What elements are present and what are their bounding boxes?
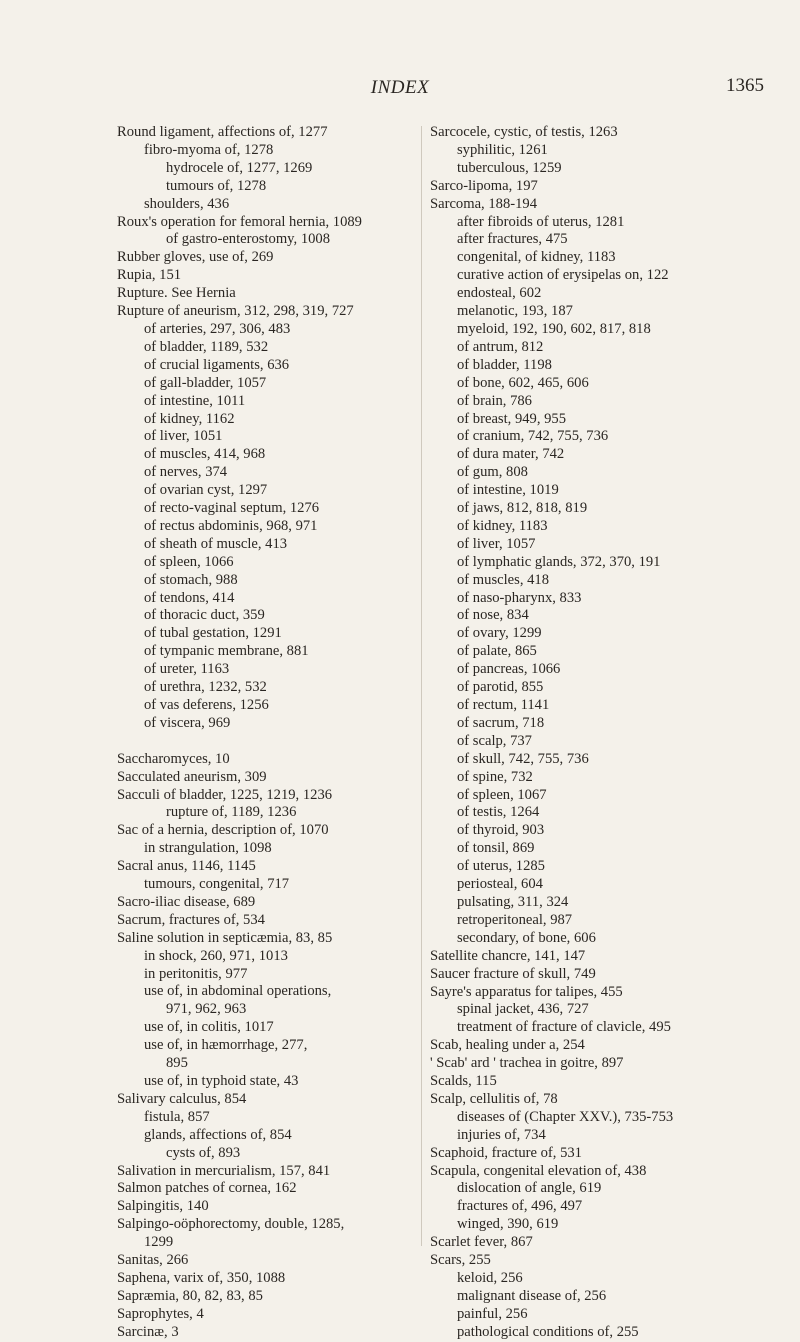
index-entry: Sacro-iliac disease, 689 bbox=[117, 893, 256, 910]
index-subentry: of sacrum, 718 bbox=[457, 714, 545, 731]
index-subentry: of ovarian cyst, 1297 bbox=[144, 482, 268, 499]
index-subentry: of bone, 602, 465, 606 bbox=[457, 374, 589, 391]
page-number: 1365 bbox=[726, 75, 764, 96]
index-subentry: of recto-vaginal septum, 1276 bbox=[144, 500, 320, 517]
index-subentry: of gum, 808 bbox=[457, 464, 528, 481]
index-subentry: use of, in colitis, 1017 bbox=[144, 1019, 274, 1036]
index-subentry: of crucial ligaments, 636 bbox=[144, 356, 290, 373]
index-subentry: of liver, 1057 bbox=[457, 535, 536, 552]
index-subentry: of scalp, 737 bbox=[457, 732, 532, 749]
index-subentry: glands, affections of, 854 bbox=[144, 1126, 292, 1143]
index-entry: Saucer fracture of skull, 749 bbox=[430, 965, 596, 982]
index-subentry: of skull, 742, 755, 736 bbox=[457, 750, 589, 767]
index-subentry: of lymphatic glands, 372, 370, 191 bbox=[457, 553, 661, 570]
index-subentry: in peritonitis, 977 bbox=[144, 965, 248, 982]
index-entry: Round ligament, affections of, 1277 bbox=[117, 124, 328, 140]
index-subentry: 1299 bbox=[144, 1234, 174, 1251]
index-subentry: myeloid, 192, 190, 602, 817, 818 bbox=[457, 320, 651, 337]
index-subentry: of dura mater, 742 bbox=[457, 446, 565, 463]
index-subentry: of bladder, 1198 bbox=[457, 356, 552, 373]
index-subentry: fractures of, 496, 497 bbox=[457, 1198, 583, 1215]
index-column-right bbox=[430, 124, 770, 1342]
index-subentry: congenital, of kidney, 1183 bbox=[457, 249, 616, 266]
index-subentry: of stomach, 988 bbox=[144, 571, 238, 588]
index-entry: Sarcinæ, 3 bbox=[117, 1323, 179, 1340]
index-subentry: after fractures, 475 bbox=[457, 231, 568, 248]
index-entry: Scalds, 115 bbox=[430, 1073, 497, 1090]
index-entry: Rupia, 151 bbox=[117, 267, 182, 284]
index-subentry: of tubal gestation, 1291 bbox=[144, 625, 282, 642]
index-subentry: of nose, 834 bbox=[457, 607, 529, 624]
index-entry: Rupture of aneurism, 312, 298, 319, 727 bbox=[117, 303, 354, 320]
index-subentry: injuries of, 734 bbox=[457, 1126, 546, 1143]
index-entry: Salivary calculus, 854 bbox=[117, 1090, 247, 1107]
index-subentry: of kidney, 1162 bbox=[144, 410, 235, 427]
index-subentry: shoulders, 436 bbox=[144, 195, 230, 212]
index-entry: Sac of a hernia, description of, 1070 bbox=[117, 822, 329, 839]
index-subentry: malignant disease of, 256 bbox=[457, 1287, 607, 1304]
index-entry: Scalp, cellulitis of, 78 bbox=[430, 1090, 558, 1107]
index-subentry: of muscles, 414, 968 bbox=[144, 446, 266, 463]
index-entry: Scarlet fever, 867 bbox=[430, 1234, 533, 1251]
index-subentry: tuberculous, 1259 bbox=[457, 159, 562, 176]
index-entry: Scapula, congenital elevation of, 438 bbox=[430, 1162, 647, 1179]
index-entry: Salivation in mercurialism, 157, 841 bbox=[117, 1162, 331, 1179]
index-entry: Sacculi of bladder, 1225, 1219, 1236 bbox=[117, 786, 333, 803]
index-subentry: of spleen, 1066 bbox=[144, 553, 234, 570]
index-subentry: of breast, 949, 955 bbox=[457, 410, 567, 427]
index-subentry: use of, in abdominal operations, bbox=[144, 983, 332, 1000]
index-subentry: of jaws, 812, 818, 819 bbox=[457, 500, 588, 517]
section-gap bbox=[117, 733, 417, 751]
index-subentry: of rectum, 1141 bbox=[457, 697, 550, 713]
index-entry: Saccharomyces, 10 bbox=[117, 750, 230, 767]
index-subentry: curative action of erysipelas on, 122 bbox=[457, 267, 669, 284]
index-subentry: of parotid, 855 bbox=[457, 679, 544, 696]
index-entry: Sarco-lipoma, 197 bbox=[430, 177, 538, 194]
index-subentry: fibro-myoma of, 1278 bbox=[144, 141, 274, 158]
index-entry: Salpingo-oöphorectomy, double, 1285, bbox=[117, 1216, 345, 1233]
index-subentry: of testis, 1264 bbox=[457, 804, 540, 821]
index-entry: Sacrum, fractures of, 534 bbox=[117, 911, 265, 928]
index-subentry: of ovary, 1299 bbox=[457, 625, 542, 642]
index-subentry: winged, 390, 619 bbox=[457, 1216, 559, 1233]
index-subentry: dislocation of angle, 619 bbox=[457, 1180, 602, 1197]
index-subentry: of spleen, 1067 bbox=[457, 786, 547, 803]
index-subentry: of tonsil, 869 bbox=[457, 840, 535, 857]
index-subentry: in strangulation, 1098 bbox=[144, 840, 272, 857]
index-column-left bbox=[117, 124, 417, 1342]
index-subentry: of vas deferens, 1256 bbox=[144, 697, 269, 713]
index-entry: Sarcoma, 188-194 bbox=[430, 195, 537, 212]
index-subentry: of rectus abdominis, 968, 971 bbox=[144, 517, 318, 534]
index-subentry: of urethra, 1232, 532 bbox=[144, 679, 267, 696]
index-subentry: of ureter, 1163 bbox=[144, 661, 230, 678]
index-subentry: of viscera, 969 bbox=[144, 714, 231, 731]
index-subentry: of antrum, 812 bbox=[457, 338, 544, 355]
index-entry: Saline solution in septicæmia, 83, 85 bbox=[117, 929, 333, 946]
column-divider bbox=[421, 126, 422, 1246]
index-entry: Rubber gloves, use of, 269 bbox=[117, 249, 274, 266]
index-subentry: of thoracic duct, 359 bbox=[144, 607, 265, 624]
index-subentry: keloid, 256 bbox=[457, 1270, 523, 1286]
index-subentry: rupture of, 1189, 1236 bbox=[166, 804, 297, 821]
index-subentry: treatment of fracture of clavicle, 495 bbox=[457, 1019, 671, 1036]
index-subentry: after fibroids of uterus, 1281 bbox=[457, 213, 625, 230]
index-subentry: hydrocele of, 1277, 1269 bbox=[166, 159, 313, 176]
index-subentry: of kidney, 1183 bbox=[457, 517, 548, 534]
index-subentry: tumours, congenital, 717 bbox=[144, 876, 290, 893]
index-subentry: of spine, 732 bbox=[457, 768, 533, 785]
index-subentry: of arteries, 297, 306, 483 bbox=[144, 320, 291, 337]
index-subentry: periosteal, 604 bbox=[457, 876, 543, 893]
index-entry: Salmon patches of cornea, 162 bbox=[117, 1180, 297, 1197]
index-subentry: of brain, 786 bbox=[457, 392, 532, 409]
index-subentry: cysts of, 893 bbox=[166, 1144, 241, 1161]
index-entry: Sacral anus, 1146, 1145 bbox=[117, 858, 256, 875]
index-subentry: of tympanic membrane, 881 bbox=[144, 643, 309, 660]
index-entry: Saprophytes, 4 bbox=[117, 1305, 204, 1322]
index-entry: Scars, 255 bbox=[430, 1252, 491, 1269]
index-subentry: 971, 962, 963 bbox=[166, 1001, 247, 1018]
index-subentry: retroperitoneal, 987 bbox=[457, 911, 573, 928]
index-subentry: 895 bbox=[166, 1055, 188, 1072]
index-entry: ' Scab' ard ' trachea in goitre, 897 bbox=[430, 1055, 624, 1072]
index-entry: Sayre's apparatus for talipes, 455 bbox=[430, 983, 623, 1000]
index-subentry: use of, in hæmorrhage, 277, bbox=[144, 1037, 308, 1054]
index-subentry: of intestine, 1019 bbox=[457, 482, 559, 499]
index-subentry: pulsating, 311, 324 bbox=[457, 893, 569, 910]
index-subentry: in shock, 260, 971, 1013 bbox=[144, 947, 288, 964]
index-subentry: of thyroid, 903 bbox=[457, 822, 545, 839]
index-subentry: of sheath of muscle, 413 bbox=[144, 535, 288, 552]
index-entry: Scaphoid, fracture of, 531 bbox=[430, 1144, 582, 1161]
index-subentry: of gall-bladder, 1057 bbox=[144, 374, 267, 391]
index-subentry: melanotic, 193, 187 bbox=[457, 303, 573, 320]
index-subentry: of muscles, 418 bbox=[457, 571, 550, 588]
index-entry: Sacculated aneurism, 309 bbox=[117, 768, 267, 785]
index-subentry: endosteal, 602 bbox=[457, 285, 542, 302]
index-subentry: of liver, 1051 bbox=[144, 428, 223, 445]
index-subentry: spinal jacket, 436, 727 bbox=[457, 1001, 589, 1018]
index-entry: Salpingitis, 140 bbox=[117, 1198, 209, 1215]
index-subentry: of bladder, 1189, 532 bbox=[144, 338, 269, 355]
index-subentry: pathological conditions of, 255 bbox=[457, 1323, 639, 1340]
index-entry: Scab, healing under a, 254 bbox=[430, 1037, 585, 1054]
index-subentry: of uterus, 1285 bbox=[457, 858, 545, 875]
index-subentry: fistula, 857 bbox=[144, 1108, 210, 1125]
index-subentry: of naso-pharynx, 833 bbox=[457, 589, 582, 606]
index-subentry: painful, 256 bbox=[457, 1305, 528, 1322]
index-entry: Sapræmia, 80, 82, 83, 85 bbox=[117, 1287, 263, 1304]
index-subentry: of tendons, 414 bbox=[144, 589, 235, 606]
index-subentry: of palate, 865 bbox=[457, 643, 537, 660]
index-subentry: of cranium, 742, 755, 736 bbox=[457, 428, 609, 445]
index-subentry: syphilitic, 1261 bbox=[457, 141, 548, 158]
index-subentry: of intestine, 1011 bbox=[144, 392, 246, 409]
running-header-title: INDEX bbox=[370, 77, 430, 98]
index-subentry: of nerves, 374 bbox=[144, 464, 228, 481]
index-subentry: diseases of (Chapter XXV.), 735-753 bbox=[457, 1108, 674, 1125]
index-entry: Roux's operation for femoral hernia, 1089 bbox=[117, 213, 362, 230]
index-entry: Sarcocele, cystic, of testis, 1263 bbox=[430, 124, 618, 140]
index-entry: Satellite chancre, 141, 147 bbox=[430, 947, 586, 964]
index-subentry: use of, in typhoid state, 43 bbox=[144, 1073, 299, 1090]
index-subentry: of gastro-enterostomy, 1008 bbox=[166, 231, 331, 248]
index-subentry: of pancreas, 1066 bbox=[457, 661, 561, 678]
index-subentry: tumours of, 1278 bbox=[166, 177, 267, 194]
index-subentry: secondary, of bone, 606 bbox=[457, 929, 596, 946]
index-entry: Rupture. See Hernia bbox=[117, 285, 236, 302]
index-entry: Saphena, varix of, 350, 1088 bbox=[117, 1269, 286, 1286]
index-entry: Sanitas, 266 bbox=[117, 1252, 189, 1269]
